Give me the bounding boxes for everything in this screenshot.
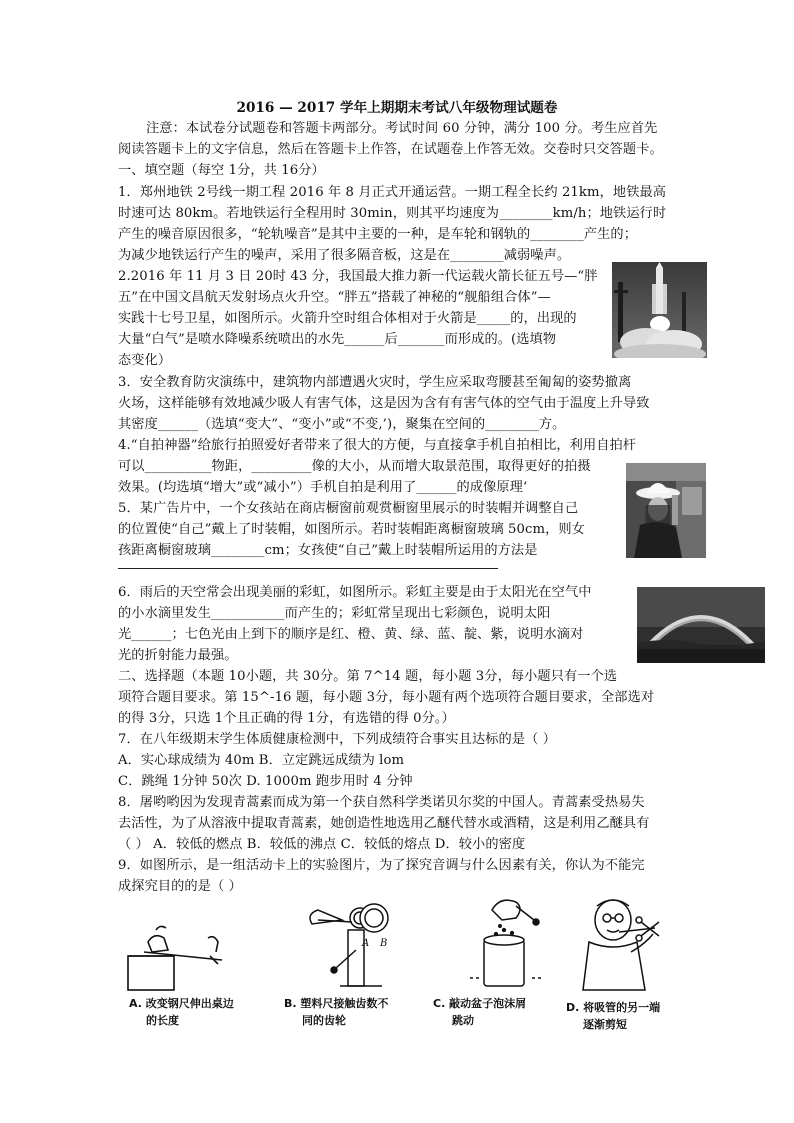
notice-line-2: 阅读答题卡上的文字信息，然后在答题卡上作答，在试题卷上作答无效。交卷时只交答题卡。 xyxy=(118,142,663,157)
q4-line-1: 4.“自拍神器”给旅行拍照爱好者带来了很大的方便，与直接拿手机自拍相比，利用自拍杆 xyxy=(118,438,637,453)
rainbow-photo xyxy=(637,587,765,663)
caption-b-line-1: B. 塑料尺接触齿数不 xyxy=(284,997,389,1010)
gear-plastic-ruler-figure xyxy=(298,890,403,990)
q7-options-cd: C．跳绳 1分钟 50次 D. 1000m 跑步用时 4 分钟 xyxy=(118,774,413,789)
q7-line-1: 7．在八年级期末学生体质健康检测中，下列成绩符合事实且达标的是（ ） xyxy=(118,732,556,747)
q5-line-1: 5．某广告片中，一个女孩站在商店橱窗前观赏橱窗里展示的时装帽并调整自己 xyxy=(118,501,579,516)
notice-line-1: 注意：本试卷分试题卷和答题卡两部分。考试时间 60 分钟，满分 100 分。考生应首先 xyxy=(146,121,658,136)
caption-c-line-2: 跳动 xyxy=(452,1014,474,1027)
q1-line-4: 为减少地铁运行产生的噪声，采用了很多隔音板，这是在________减弱噪声。 xyxy=(118,248,571,263)
q5-line-2: 的位置使“自己”戴上了时装帽，如图所示。若时装帽距离橱窗玻璃 50cm，则女 xyxy=(118,522,585,537)
q2-line-3: 实践十七号卫星，如图所示。火箭升空时组合体相对于火箭是_____的，出现的 xyxy=(118,311,577,326)
q3-line-2: 火场，这样能够有效地减少吸人有害气体，这是因为含有有害气体的空气由于温度上升导致 xyxy=(118,396,650,411)
q5-answer-line xyxy=(118,568,498,569)
q1-line-3: 产生的噪音原因很多，“轮轨噪音”是其中主要的一种，是车轮和钢轨的________产生的； xyxy=(118,227,638,242)
q9-line-2: 成探究目的的是（ ） xyxy=(118,879,242,894)
section-two-line-3: 的得 3分，只选 1个且正确的得 1分，有选错的得 0分。） xyxy=(118,711,455,726)
q7-options-ab: A．实心球成绩为 40m B．立定跳远成绩为 lom xyxy=(118,753,405,768)
section-two-line-2: 项符合题目要求。第 15^-16 题，每小题 3分，每小题有两个选项符合题目要求，全部选对 xyxy=(118,690,655,705)
girl-hat-reflection-photo xyxy=(626,463,706,558)
q2-line-5: 态变化） xyxy=(118,353,172,368)
q2-line-2: 五”在中国文昌航天发射场点火升空。“胖五”搭载了神秘的“舰船组合体”— xyxy=(118,290,551,305)
q2-line-4: 大量“白气”是喷水降噪系统喷出的水先______后_______而形成的。(选填物 xyxy=(118,332,557,347)
q3-line-1: 3．安全教育防灾演练中，建筑物内部遭遇火灾时，学生应采取弯腰甚至匍匐的姿势撤离 xyxy=(118,375,632,390)
caption-a-line-1: A. 改变钢尺伸出桌边 xyxy=(129,997,234,1010)
q8-line-3: （ ） A．较低的燃点 B．较低的沸点 C．较低的熔点 D．较小的密度 xyxy=(118,837,526,852)
q5-line-3: 孩距离橱窗玻璃________cm；女孩使“自己”戴上时装帽所运用的方法是 xyxy=(118,543,538,558)
caption-a-line-2: 的长度 xyxy=(146,1014,179,1027)
section-one-heading: 一、填空题（每空 1分，共 16分） xyxy=(118,163,325,178)
q2-line-1: 2.2016 年 11 月 3 日 20时 43 分，我国最大推力新一代运载火箭长征五号—“胖 xyxy=(118,269,598,284)
caption-d-line-1: D. 将吸管的另一端 xyxy=(566,1001,661,1014)
q4-line-2: 可以__________物距，_________像的大小，从而增大取景范围，取得更好的拍摄 xyxy=(118,459,591,474)
q1-line-1: 1．郑州地铁 2号线一期工程 2016 年 8 月正式开通运营。一期工程全长约 21km，地铁最高 xyxy=(118,185,667,200)
q9-line-1: 9．如图所示，是一组活动卡上的实验图片，为了探究音调与什么因素有关，你认为不能完 xyxy=(118,858,645,873)
steel-ruler-desk-figure xyxy=(124,912,229,992)
q4-line-3: 效果。(均选填“增大”或“减小”）手机自拍是利用了______的成像原理‘ xyxy=(118,480,528,495)
q1-line-2: 时速可达 80km。若地铁运行全程用时 30min，则其平均速度为________km/h；地铁运行时 xyxy=(118,206,667,221)
q8-line-1: 8．屠哟哟因为发现青蒿素而成为第一个获自然科学类诺贝尔奖的中国人。青蒿素受热易失 xyxy=(118,795,645,810)
q6-line-2: 的小水滴里发生___________而产生的；彩虹常呈现出七彩颜色，说明太阳 xyxy=(118,606,551,621)
gear-a-label: A xyxy=(362,938,370,949)
exam-title: 2016 — 2017 学年上期期末考试八年级物理试题卷 xyxy=(236,100,558,116)
section-two-heading: 二、选择题（本题 10小题，共 30分。第 7^14 题，每小题 3分，每小题只有一个选 xyxy=(118,669,618,684)
caption-c-line-1: C. 敲动盆子泡沫屑 xyxy=(433,997,527,1010)
gear-b-label: B xyxy=(380,938,388,949)
q3-line-3: 其密度______（选填“变大”、“变小”或“不变,’)，聚集在空间的________方。 xyxy=(118,417,566,432)
drum-foam-figure xyxy=(462,890,552,990)
straw-cutting-figure xyxy=(575,896,675,994)
rocket-launch-photo xyxy=(612,262,707,358)
q6-line-3: 光______；七色光由上到下的顺序是红、橙、黄、绿、蓝、靛、紫，说明水滴对 xyxy=(118,627,584,642)
q6-line-1: 6．雨后的天空常会出现美丽的彩虹，如图所示。彩虹主要是由于太阳光在空气中 xyxy=(118,585,592,600)
caption-d-line-2: 逐渐剪短 xyxy=(583,1018,627,1031)
q8-line-2: 去活性，为了从溶液中提取青蒿素，她创造性地选用乙醚代替水或酒精，这是利用乙醚具有 xyxy=(118,816,650,831)
q6-line-4: 光的折射能力最强。 xyxy=(118,648,238,663)
caption-b-line-2: 同的齿轮 xyxy=(302,1014,346,1027)
